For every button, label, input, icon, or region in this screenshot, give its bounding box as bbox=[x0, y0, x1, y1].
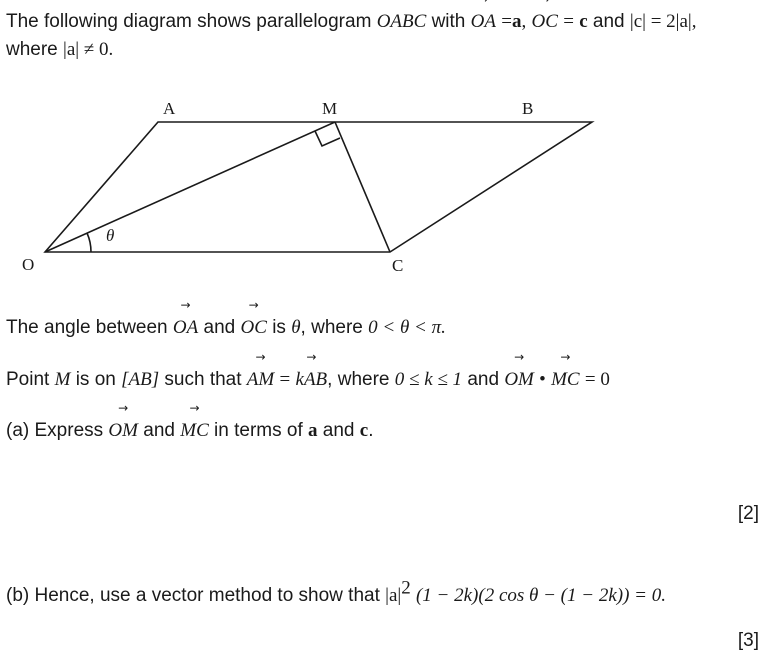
angle-and: and bbox=[203, 317, 236, 338]
label-a: A bbox=[163, 99, 176, 118]
right-angle-mark bbox=[315, 131, 340, 146]
parallelogram-oabc bbox=[45, 122, 592, 252]
vector-oa: → OA bbox=[471, 10, 496, 34]
point-where: , where bbox=[327, 369, 390, 390]
vector-om-2: → OM bbox=[108, 419, 138, 443]
vector-oc: → OC bbox=[532, 10, 558, 34]
point-and: and bbox=[467, 369, 500, 390]
part-a-and-2: and bbox=[322, 420, 355, 441]
comma: , bbox=[521, 11, 527, 32]
intro-with: with bbox=[431, 11, 466, 32]
equals-sign: = bbox=[501, 11, 512, 32]
part-a-question bbox=[6, 419, 374, 443]
label-o: O bbox=[22, 255, 35, 274]
angle-range: 0 < θ < π. bbox=[368, 317, 446, 338]
part-a-label: (a) Express bbox=[6, 420, 104, 441]
part-a-and: and bbox=[143, 420, 175, 441]
segment-om bbox=[45, 122, 335, 252]
intro-and: and bbox=[592, 11, 625, 32]
label-b: B bbox=[522, 99, 534, 118]
part-b-superscript: 2 bbox=[401, 577, 411, 599]
label-theta: θ bbox=[106, 226, 115, 245]
point-is-on: is on bbox=[75, 369, 116, 390]
part-b-expression: (1 − 2k)(2 cos θ − (1 − 2k)) = 0. bbox=[415, 585, 666, 606]
shape-name: OABC bbox=[376, 11, 427, 32]
k-range: 0 ≤ k ≤ 1 bbox=[394, 369, 463, 390]
segment-mc bbox=[335, 122, 390, 252]
part-a-end: . bbox=[368, 420, 374, 441]
angle-prefix: The angle between bbox=[6, 317, 168, 338]
theta-symbol: θ bbox=[291, 317, 301, 338]
vector-om: → OM bbox=[504, 368, 534, 392]
magnitude-condition: |c| = 2|a|, bbox=[629, 11, 697, 32]
label-c: C bbox=[392, 256, 404, 275]
segment-ab: [AB] bbox=[121, 369, 160, 390]
point-statement bbox=[6, 368, 610, 392]
part-b-question bbox=[6, 577, 666, 608]
vector-am: → AM bbox=[247, 368, 274, 392]
point-m: M bbox=[54, 369, 71, 390]
equals-zero: = 0 bbox=[584, 369, 610, 390]
vector-mc: → MC bbox=[551, 368, 580, 392]
label-m: M bbox=[322, 99, 338, 118]
intro-where: where bbox=[6, 39, 58, 60]
vector-kab: → kAB bbox=[296, 368, 328, 392]
equals-sign-3: = bbox=[279, 369, 291, 390]
angle-where: , where bbox=[300, 317, 363, 338]
point-prefix: Point bbox=[6, 369, 50, 390]
vector-a-bold-2: a bbox=[308, 420, 318, 441]
vector-oa-2: → OA bbox=[173, 316, 198, 340]
angle-statement bbox=[6, 316, 446, 340]
angle-is: is bbox=[272, 317, 286, 338]
part-b-magnitude: |a| bbox=[385, 585, 402, 606]
nonzero-condition: |a| ≠ 0. bbox=[63, 39, 114, 60]
vector-oc-2: → OC bbox=[241, 316, 267, 340]
part-b-label: (b) Hence, use a vector method to show that bbox=[6, 585, 380, 606]
vector-c-bold: c bbox=[579, 11, 588, 32]
equals-sign-2: = bbox=[563, 11, 574, 32]
vector-a-bold: a bbox=[511, 11, 522, 32]
vector-c-bold-2: c bbox=[359, 420, 369, 441]
part-a-marks: [2] bbox=[737, 503, 759, 524]
angle-theta-arc bbox=[87, 233, 91, 252]
vector-mc-2: → MC bbox=[180, 419, 209, 443]
point-such-that: such that bbox=[164, 369, 242, 390]
intro-text: The following diagram shows parallelogram bbox=[6, 11, 372, 32]
part-b-marks: [3] bbox=[737, 630, 759, 651]
part-a-in-terms: in terms of bbox=[214, 420, 303, 441]
dot-product-symbol: • bbox=[539, 369, 546, 390]
